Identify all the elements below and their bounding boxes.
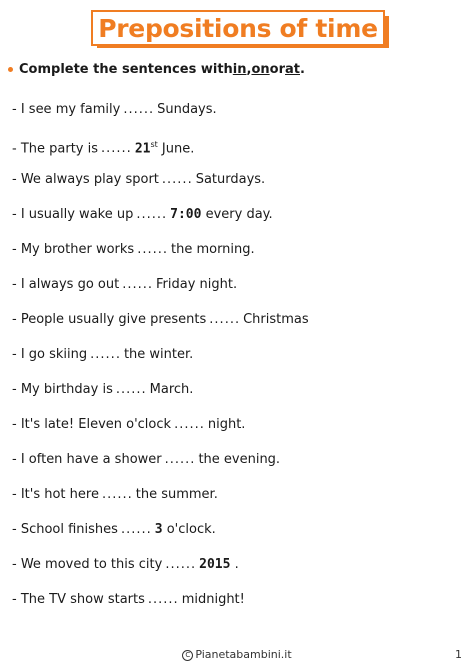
sentence-number: 2015 xyxy=(199,557,231,572)
sentence-after: every day. xyxy=(205,207,273,222)
sentence-before: - My brother works xyxy=(12,242,135,257)
sentence-after: midnight! xyxy=(181,592,245,607)
instruction-prefix: Complete the sentences with xyxy=(19,62,233,77)
sentence-after: June. xyxy=(161,141,195,157)
sentence-before: - The TV show starts xyxy=(12,592,145,607)
sentence-before: - I usually wake up xyxy=(12,207,134,222)
title-banner xyxy=(91,10,391,50)
sentence-after: the winter. xyxy=(123,347,194,362)
sentence-item xyxy=(12,485,309,520)
sentence-item xyxy=(12,345,309,380)
sentence-after: o'clock. xyxy=(166,522,216,537)
footer xyxy=(0,648,474,661)
blank-dots: ...... xyxy=(90,347,121,362)
sentence-before: - The party is xyxy=(12,141,99,157)
blank-dots: ...... xyxy=(101,487,133,502)
sentence-item xyxy=(12,275,309,310)
sentence-item xyxy=(12,555,309,590)
option-in: in xyxy=(232,62,247,77)
sentence-before: - I go skiing xyxy=(12,347,88,362)
blank-dots: ...... xyxy=(115,382,147,397)
sentence-before: - My birthday is xyxy=(12,382,113,397)
sentence-before: - It's hot here xyxy=(12,487,99,502)
blank-dots: ...... xyxy=(136,207,168,222)
sentence-item xyxy=(12,135,309,170)
instruction-suffix: . xyxy=(300,62,305,77)
sentence-after: the morning. xyxy=(170,242,255,257)
sentence-after: Friday night. xyxy=(156,277,238,292)
sentence-after: Sundays. xyxy=(157,102,217,117)
sentence-before: - People usually give presents xyxy=(12,312,207,327)
blank-dots: ...... xyxy=(174,417,205,432)
sentence-before: - We always play sport xyxy=(12,172,159,187)
footer-text: Pianetabambini.it xyxy=(195,648,292,661)
sentence-item xyxy=(12,100,309,135)
blank-dots: ...... xyxy=(120,522,152,537)
sentence-before: - I often have a shower xyxy=(12,452,162,467)
sentence-after: Saturdays. xyxy=(195,172,266,187)
sentence-after: the summer. xyxy=(135,487,218,502)
sentence-item xyxy=(12,415,309,450)
copyright-icon: C xyxy=(182,650,193,661)
sentence-before: - I always go out xyxy=(12,277,120,292)
sentence-item xyxy=(12,520,309,555)
bullet-icon xyxy=(8,67,13,72)
sentence-after: night. xyxy=(207,417,246,432)
instruction-sep: or xyxy=(269,62,285,77)
sentence-item xyxy=(12,240,309,275)
sentence-item xyxy=(12,170,309,205)
option-on: on xyxy=(251,62,270,77)
sentence-after: March. xyxy=(149,382,194,397)
blank-dots: ...... xyxy=(101,141,132,157)
sentence-item xyxy=(12,590,309,625)
instruction-sep: , xyxy=(246,62,252,77)
sentence-after: Christmas xyxy=(243,312,309,327)
blank-dots: ...... xyxy=(137,242,168,257)
sentence-list xyxy=(12,100,309,625)
sentence-before: - It's late! Eleven o'clock xyxy=(12,417,172,432)
sentence-after: . xyxy=(234,557,239,572)
blank-dots: ...... xyxy=(209,312,241,327)
sentence-number: 7:00 xyxy=(170,207,202,222)
sentence-number: 3 xyxy=(154,522,163,537)
sentence-item xyxy=(12,450,309,485)
blank-dots: ...... xyxy=(161,172,193,187)
sentence-after: the evening. xyxy=(198,452,281,467)
sentence-item xyxy=(12,380,309,415)
sentence-before: - We moved to this city xyxy=(12,557,163,572)
blank-dots: ...... xyxy=(122,277,153,292)
blank-dots: ...... xyxy=(123,102,155,117)
blank-dots: ...... xyxy=(147,592,179,607)
sentence-item xyxy=(12,310,309,345)
sentence-sup: st xyxy=(150,140,158,149)
title-box xyxy=(91,10,385,46)
option-at: at xyxy=(285,62,300,77)
blank-dots: ...... xyxy=(164,452,196,467)
page-number: 1 xyxy=(455,648,462,661)
sentence-before: - School finishes xyxy=(12,522,118,537)
sentence-item xyxy=(12,205,309,240)
instruction xyxy=(8,62,305,77)
blank-dots: ...... xyxy=(165,557,197,572)
page-title: Prepositions of time xyxy=(98,13,378,43)
sentence-number: 21 xyxy=(134,141,151,157)
sentence-before: - I see my family xyxy=(12,102,121,117)
